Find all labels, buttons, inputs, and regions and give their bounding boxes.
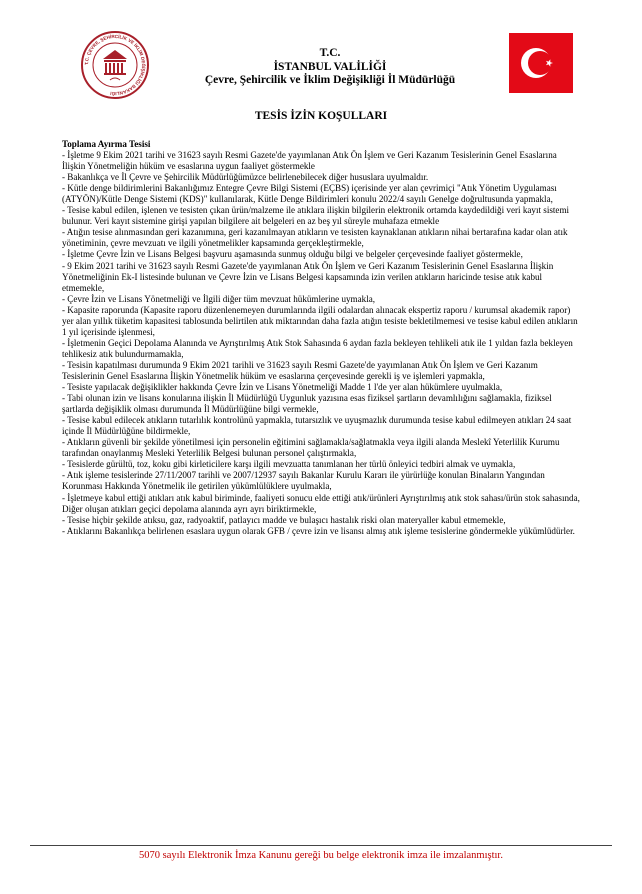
list-item: - Atıklarını Bakanlıkça belirlenen esaslara uygun olarak GFB / çevre izin ve lisansı almış atık işleme tesislerine göndermekle yükümlüdürler. (62, 525, 575, 536)
list-item: - Kütle denge bildirimlerini Bakanlığımız Entegre Çevre Bilgi Sistemi (EÇBS) içerisinde yer alan çevrimiçi "Atık Yönetim Uygulaması (ATYÖN)/Kütle Denge Sistemi (KDS)" kullanılarak, Kütle Denge Bildirimleri konulu 2022/4 sayılı Genelge doğrultusunda yapmakla, (62, 183, 557, 205)
list-item: - Çevre İzin ve Lisans Yönetmeliği ve İlgili diğer tüm mevzuat hükümlerine uymakla, (62, 293, 376, 304)
list-item: - Tabi olunan izin ve lisans konularına ilişkin İl Müdürlüğü Uygunluk yazısına esas fiziksel şartların devamlılığını sağlamakla, fiziksel şartlarda değişiklik olması durumunda İl Müdürlüğüne bilgi vermekle, (62, 393, 552, 415)
footer-divider (30, 845, 612, 846)
list-item: - Tesislerde gürültü, toz, koku gibi kirleticilere karşı ilgili mevzuatta tanımlanan her türlü önleyici tedbiri almak ve uymakla, (62, 459, 516, 470)
list-item: - Tesisin kapatılması durumunda 9 Ekim 2021 tarihli ve 31623 sayılı Resmi Gazete'de yayımlanan Atık Ön İşlem ve Geri Kazanım Tesislerinin Genel Esaslarına İlişkin Yönetmelik hüküm ve esaslarına çerçevesinde gerekli iş ve işlemleri yapmakla, (62, 359, 538, 381)
header-line-valilik: İSTANBUL VALİLİĞİ (273, 60, 387, 73)
seal-text: T.C. ÇEVRE, ŞEHİRCİLİK VE İKLİM DEĞİŞİKLİĞİ BAKANLIĞI (83, 33, 147, 97)
list-item: - İşletmeye kabul ettiği atıkları atık kabul biriminde, faaliyeti sonucu elde ettiği atık/ürünleri Ayrıştırılmış atık stok sahası/ürün stok sahasında, Diğer oluşan atıkları geçici depolama alanında ayrı ayrı biriktirmekle, (62, 492, 580, 514)
document-body (62, 139, 582, 537)
e-signature-notice: 5070 sayılı Elektronik İmza Kanunu gereği bu belge elektronik imza ile imzalanmıştır. (139, 850, 503, 861)
list-item: - Tesise hiçbir şekilde atıksu, gaz, radyoaktif, patlayıcı madde ve bulaşıcı hastalık riski olan materyaller kabul etmemekle, (62, 514, 506, 525)
section-title: Toplama Ayırma Tesisi (62, 139, 151, 149)
header-line-tc: T.C. (319, 47, 341, 59)
list-item: - Tesise kabul edilecek atıkların tutarlılık kontrolünü yapmakla, tutarsızlık ve uyuşmazlık durumunda tesise kabul edilmeyen atıkları 24 saat içinde İl Müdürlüğüne bildirmekle, (62, 415, 572, 437)
page-title: TESİS İZİN KOŞULLARI (254, 110, 388, 122)
list-item: - Tesiste yapılacak değişiklikler hakkında Çevre İzin ve Lisans Yönetmeliği Madde 1 l'de yer alan hükümlere uyulmakla, (62, 382, 503, 393)
list-item: - İşletme 9 Ekim 2021 tarihi ve 31623 sayılı Resmi Gazete'de yayımlanan Atık Ön İşlem ve Geri Kazanım Tesislerinin Genel Esaslarına İlişkin Yönetmeliğin hüküm ve esaslarına uygun faaliyet göstermekle (62, 150, 557, 172)
list-item: - Atıkların güvenli bir şekilde yönetilmesi için personelin eğitimini sağlamakla/sağlatmakla veya ilgili alanda Meslekî Yeterlilik Kurumu tarafından onaylanmış Mesleki Yeterlilik Belgesi bulunan personel çalıştırmakla, (62, 437, 560, 459)
list-item: - Atık işleme tesislerinde 27/11/2007 tarihli ve 2007/12937 sayılı Bakanlar Kurulu Kararı ile yürürlüğe konulan Binaların Yangından Korunması Hakkında Yönetmelik ile getirilen yükümlülüklere uyulmakla, (62, 470, 545, 492)
list-item: - İşletme Çevre İzin ve Lisans Belgesi başvuru aşamasında sunmuş olduğu bilgi ve belgeler çerçevesinde faaliyet göstermekle, (62, 249, 523, 260)
list-item: - Atığın tesise alınmasından geri kazanımına, geri kazanılmayan atıkların ve tesisten kaynaklanan atıkların nihai bertarafına kadar olan atık yönetiminin, çevre mevzuatı ve ilgili yönetmelikler kapsamında gerçekleştirmekle, (62, 227, 568, 249)
list-item: - Kapasite raporunda (Kapasite raporu düzenlenemeyen durumlarında ilgili odalardan alınacak ekspertiz raporu / kurumsal akademik rapor) yer alan yıllık tüketim kapasitesi tablosunda belirtilen atık miktarından daha fazla atığın tesiste bekletilmemesi ve tesise kabul edilen atıkların 1 yıl içerisinde işlenmesi, (62, 304, 578, 337)
turkish-flag-icon (509, 33, 573, 93)
ministry-seal (80, 30, 150, 100)
list-item: - İşletmenin Geçici Depolama Alanında ve Ayrıştırılmış Atık Stok Sahasında 6 aydan fazla bekleyen tehlikeli atık ile 1 yıldan fazla bekleyen tehlikesiz atık bulundurmamakla, (62, 337, 573, 359)
header-line-mudurluk: Çevre, Şehircilik ve İklim Değişikliği İl Müdürlüğü (204, 74, 456, 86)
list-item: - 9 Ekim 2021 tarihi ve 31623 sayılı Resmi Gazete'de yayımlanan Atık Ön İşlem ve Geri Kazanım Tesislerinin Genel Esaslarına İlişkin Yönetmeliğinin Ek-I listesinde bulunan ve Çevre İzin ve Lisans Belgesi kapsamında izin verilen atıkların haricinde tesise atık kabul etmemekle, (62, 260, 554, 293)
header (150, 47, 510, 88)
list-item: - Bakanlıkça ve İl Çevre ve Şehircilik Müdürlüğümüzce belirlenebilecek diğer hususlara uyulmaldır. (62, 172, 429, 183)
list-item: - Tesise kabul edilen, işlenen ve tesisten çıkan ürün/malzeme ile atıklara ilişkin bilgilerin elektronik ortamda kaydedildiği veri kayıt sistemi bulunur. Veri kayıt sistemine girişi yapılan bilgilere ait belgeleri en az beş yıl süreyle muhafaza etmekle (62, 205, 570, 227)
